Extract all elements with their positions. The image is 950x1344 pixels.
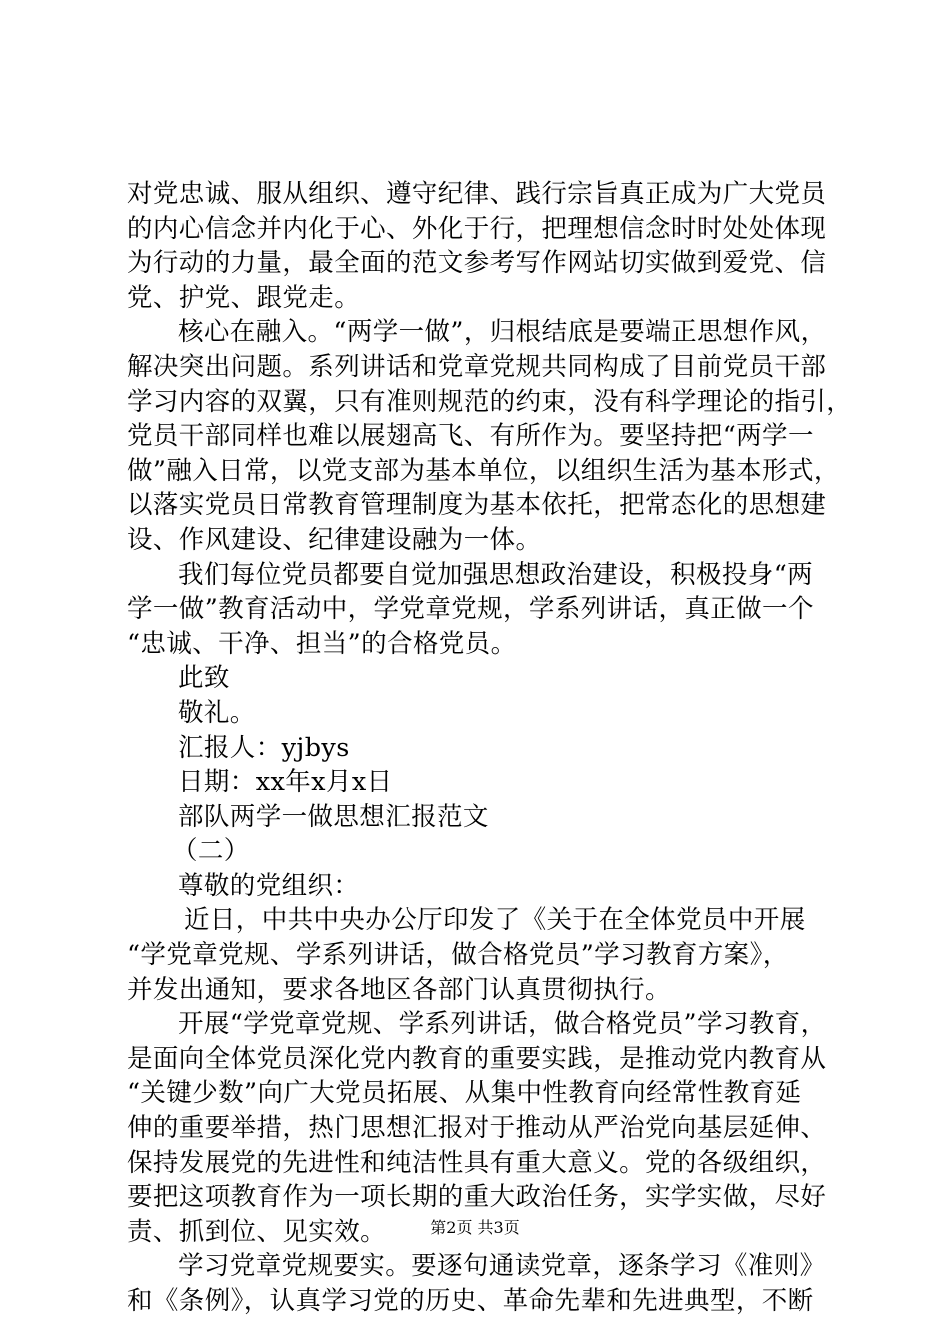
text-line: “忠诚、干净、担当”的合格党员。 xyxy=(127,628,517,659)
text-line: 以落实党员日常教育管理制度为基本依托，把常态化的思想建 xyxy=(127,490,827,521)
section-number: （二） xyxy=(172,836,250,867)
text-line: 党、护党、跟党走。 xyxy=(127,282,361,313)
salutation: 尊敬的党组织： xyxy=(178,870,360,901)
body-text xyxy=(127,177,853,1319)
text-line: 学习内容的双翼，只有准则规范的约束，没有科学理论的指引， xyxy=(127,386,853,417)
text-line: 责、抓到位、见实效。 xyxy=(127,1216,387,1247)
text-line: 核心在融入。“两学一做”，归根结底是要端正思想作风， xyxy=(178,317,827,348)
text-line: 的内心信念并内化于心、外化于行，把理想信念时时处处体现 xyxy=(127,213,827,244)
closing-line: 此致 xyxy=(178,663,230,694)
date-line: 日期：xx年x月x日 xyxy=(178,767,393,798)
text-line: 要把这项教育作为一项长期的重大政治任务，实学实做，尽好 xyxy=(127,1182,827,1213)
text-line: 开展“学党章党规、学系列讲话，做合格党员”学习教育， xyxy=(178,1009,827,1040)
text-line: 伸的重要举措，热门思想汇报对于推动从严治党向基层延伸、 xyxy=(127,1113,827,1144)
text-line: 为行动的力量，最全面的范文参考写作网站切实做到爱党、信 xyxy=(127,248,827,279)
text-line: 学一做”教育活动中，学党章党规，学系列讲话，真正做一个 xyxy=(127,594,814,625)
text-line: 学习党章党规要实。要逐句通读党章，逐条学习《准则》 xyxy=(178,1251,826,1282)
text-line: “关键少数”向广大党员拓展、从集中性教育向经常性教育延 xyxy=(127,1078,802,1109)
text-line: 解决突出问题。系列讲话和党章党规共同构成了目前党员干部 xyxy=(127,351,827,382)
text-line: “学党章党规、学系列讲话，做合格党员”学习教育方案》， xyxy=(127,940,789,971)
text-line: 和《条例》，认真学习党的历史、革命先辈和先进典型，不断 xyxy=(127,1286,814,1316)
text-line: 党员干部同样也难以展翅高飞、有所作为。要坚持把“两学一 xyxy=(127,421,814,452)
text-line: 保持发展党的先进性和纯洁性具有重大意义。党的各级组织， xyxy=(127,1147,827,1178)
page-footer: 第2页 共3页 xyxy=(430,1218,520,1237)
text-line: 设、作风建设、纪律建设融为一体。 xyxy=(127,524,542,555)
closing-line: 敬礼。 xyxy=(178,697,256,728)
text-line: 是面向全体党员深化党内教育的重要实践，是推动党内教育从 xyxy=(127,1043,827,1074)
reporter-line: 汇报人：yjbys xyxy=(178,732,350,763)
text-line: 近日，中共中央办公厅印发了《关于在全体党员中开展 xyxy=(184,905,806,936)
section-title: 部队两学一做思想汇报范文 xyxy=(178,801,489,832)
text-line: 我们每位党员都要自觉加强思想政治建设，积极投身“两 xyxy=(178,559,814,590)
text-line: 并发出通知，要求各地区各部门认真贯彻执行。 xyxy=(127,974,671,1005)
text-line: 做”融入日常，以党支部为基本单位，以组织生活为基本形式， xyxy=(127,455,840,486)
text-line: 对党忠诚、服从组织、遵守纪律、践行宗旨真正成为广大党员 xyxy=(127,179,827,209)
